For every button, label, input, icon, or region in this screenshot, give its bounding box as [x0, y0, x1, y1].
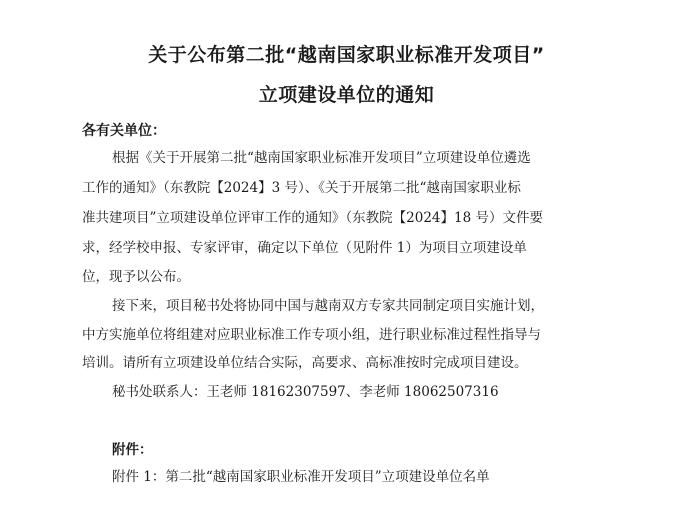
paragraph-1-line-2: 工作的通知》（东教院【2024】3 号）、《关于开展第二批“越南国家职业标 — [82, 180, 521, 196]
contact-line: 秘书处联系人：王老师 18162307597、李老师 18062507316 — [112, 384, 499, 400]
paragraph-1-line-1: 根据《关于开展第二批“越南国家职业标准开发项目”立项建设单位遴选 — [112, 150, 531, 166]
document-title-line-2: 立项建设单位的通知 — [258, 84, 435, 106]
document-title-line-1: 关于公布第二批“越南国家职业标准开发项目” — [148, 44, 545, 66]
paragraph-1-line-3: 准共建项目”立项建设单位评审工作的通知》（东教院【2024】18 号）文件要 — [82, 210, 543, 226]
paragraph-1-line-4: 求，经学校申报、专家评审，确定以下单位（见附件 1）为项目立项建设单 — [82, 240, 527, 256]
paragraph-1-line-5: 位，现予以公布。 — [82, 269, 190, 285]
salutation: 各有关单位： — [82, 123, 166, 139]
attachments-label: 附件： — [112, 442, 153, 458]
paragraph-2-line-2: 中方实施单位将组建对应职业标准工作专项小组，进行职业标准过程性指导与 — [82, 327, 541, 343]
attachment-1-link[interactable]: 附件 1：第二批“越南国家职业标准开发项目”立项建设单位名单 — [112, 469, 490, 485]
paragraph-2-line-1: 接下来，项目秘书处将协同中国与越南双方专家共同制定项目实施计划， — [112, 298, 544, 314]
paragraph-2-line-3: 培训。请所有立项建设单位结合实际，高要求、高标准按时完成项目建设。 — [82, 355, 528, 371]
